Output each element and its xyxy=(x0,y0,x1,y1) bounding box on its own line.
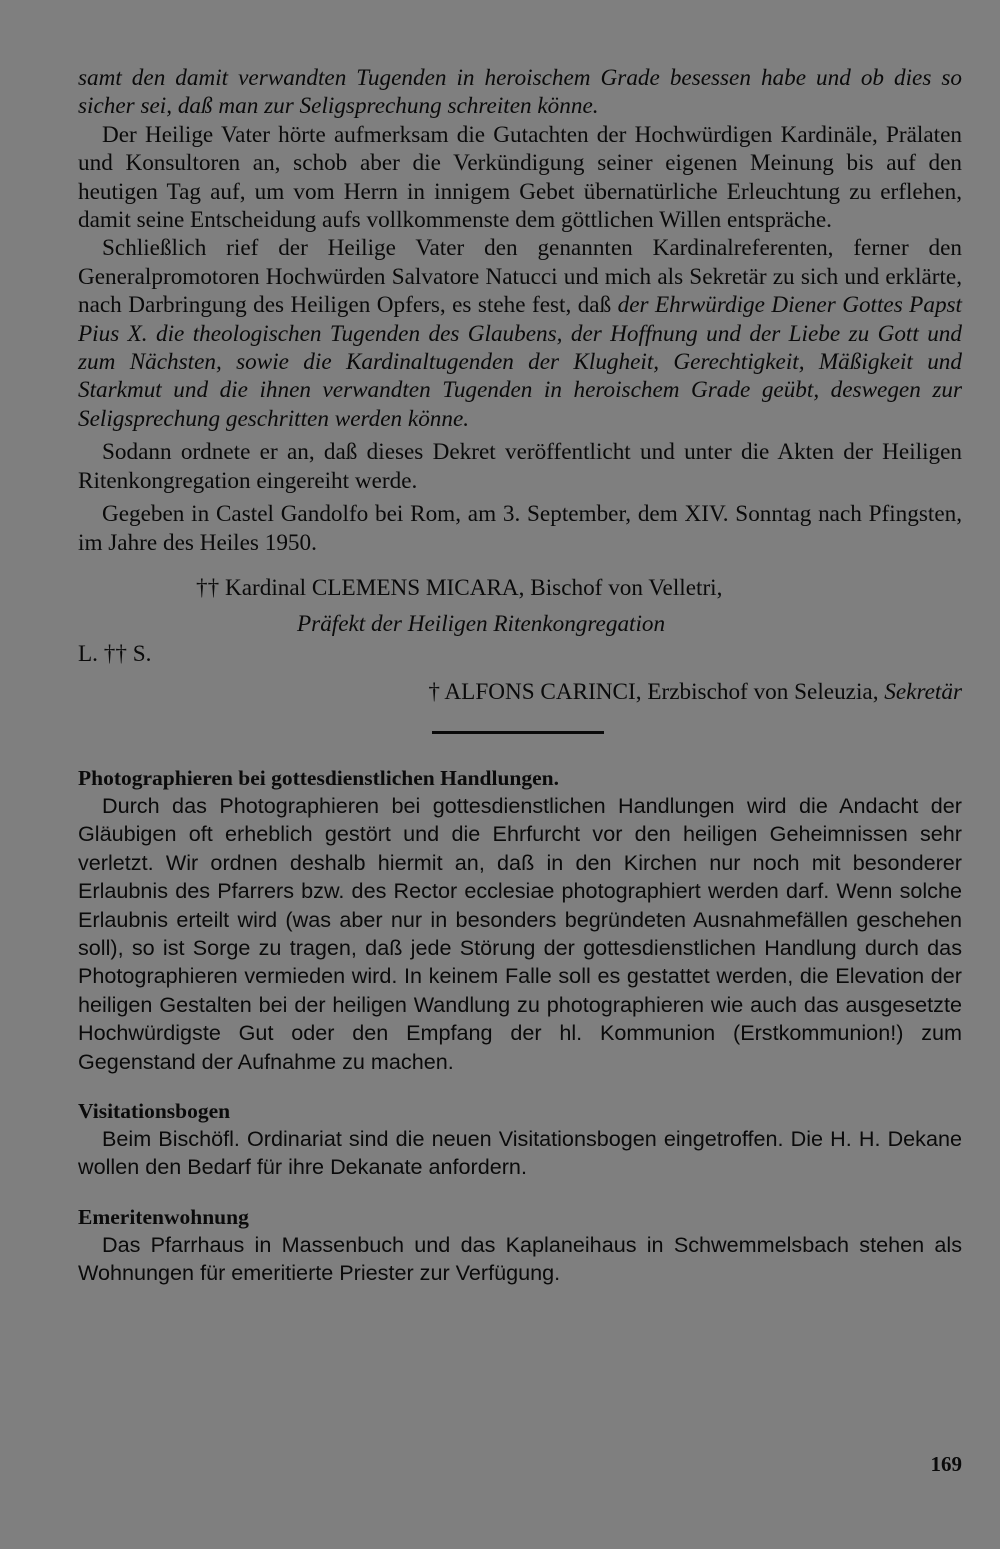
signature-secretary-name: † ALFONS CARINCI, Erzbischof von Seleuzia, xyxy=(428,678,879,705)
signature-prefect: †† Kardinal CLEMENS MICARA, Bischof von Velletri, xyxy=(196,574,723,601)
section-heading-emeriti: Emeritenwohnung xyxy=(78,1204,249,1229)
section-text-emeriti: Das Pfarrhaus in Massenbuch und das Kaplaneihaus in Schwemmelsbach stehen als Wohnungen für emeritierte Priester zur Verfügung. xyxy=(78,1231,962,1286)
declaration-plain-text: Schließlich rief der Heilige Vater den genannten Kardinalreferenten, ferner den Generalpromotoren Hochwürden Salvatore Natucci und mich als Sekretär zu sich und erklärte, nach Darbringung des Heiligen Opfers, es stehe fest, daß xyxy=(78,235,962,319)
signature-secretary xyxy=(78,677,962,707)
locus-sigilli: L. †† S. xyxy=(78,640,152,667)
page-number: 169 xyxy=(930,1452,962,1476)
paragraph-continuation: samt den damit verwandten Tugenden in heroischem Grade besessen habe und ob dies so sicher sei, daß man zur Seligsprechung schreiten könne. xyxy=(78,65,962,120)
signature-prefect-title: Präfekt der Heiligen Ritenkongregation xyxy=(297,610,666,637)
paragraph-pope-deliberation: Der Heilige Vater hörte aufmerksam die Gutachten der Hochwürdigen Kardinäle, Prälaten und Konsultoren an, schob aber die Verkündigung seiner eigenen Meinung bis auf den heutigen Tag auf, um vom Herrn in innigem Gebet übernatürliche Erleuchtung zu erflehen, damit seine Entscheidung aufs vollkommenste dem göttlichen Willen entspräche. xyxy=(78,121,962,234)
paragraph-publication-order: Sodann ordnete er an, daß dieses Dekret veröffentlicht und unter die Akten der Heiligen Ritenkongregation eingereiht werde. xyxy=(78,439,962,494)
section-divider xyxy=(432,731,604,734)
paragraph-declaration xyxy=(78,234,962,433)
section-heading-visitation: Visitationsbogen xyxy=(78,1098,231,1123)
declaration-italic-text: der Ehrwürdige Diener Gottes Papst Pius X. die theologischen Tugenden des Glaubens, der Hoffnung und der Liebe zu Gott und zum Nächsten, sowie die Kardinaltugenden der Klugheit, Gerechtigkeit, Mäßigkeit und Starkmut und die ihnen verwandten Tugenden in heroischem Grade geübt, deswegen zur Seligsprechung geschritten werden könne. xyxy=(78,292,962,432)
signature-secretary-title: Sekretär xyxy=(884,678,962,705)
section-text-visitation: Beim Bischöfl. Ordinariat sind die neuen Visitationsbogen eingetroffen. Die H. H. Dekane wollen den Bedarf für ihre Dekanate anfordern. xyxy=(78,1125,962,1180)
section-text-photography: Durch das Photographieren bei gottesdienstlichen Handlungen wird die Andacht der Gläubigen oft erheblich gestört und die Ehrfurcht vor den heiligen Geheimnissen sehr verletzt. Wir ordnen deshalb hiermit an, daß in den Kirchen nur noch mit besonderer Erlaubnis des Pfarrers bzw. des Rector ecclesiae photographiert werden darf. Wenn solche Erlaubnis erteilt wird (was aber nur in besonders begründeten Ausnahmefällen geschehen soll), so ist Sorge zu tragen, daß jede Störung der gottesdienstlichen Handlung durch das Photographieren vermieden wird. In keinem Falle soll es gestattet werden, die Elevation der heiligen Gestalten bei der heiligen Wandlung zu photographieren wie auch das ausgesetzte Hochwürdigste Gut oder den Empfang der hl. Kommunion (Erstkommunion!) zum Gegenstand der Aufnahme zu machen. xyxy=(78,792,962,1074)
section-heading-photography: Photographieren bei gottesdienstlichen Handlungen. xyxy=(78,765,560,790)
paragraph-date-place: Gegeben in Castel Gandolfo bei Rom, am 3. September, dem XIV. Sonntag nach Pfingsten, im Jahre des Heiles 1950. xyxy=(78,501,962,556)
